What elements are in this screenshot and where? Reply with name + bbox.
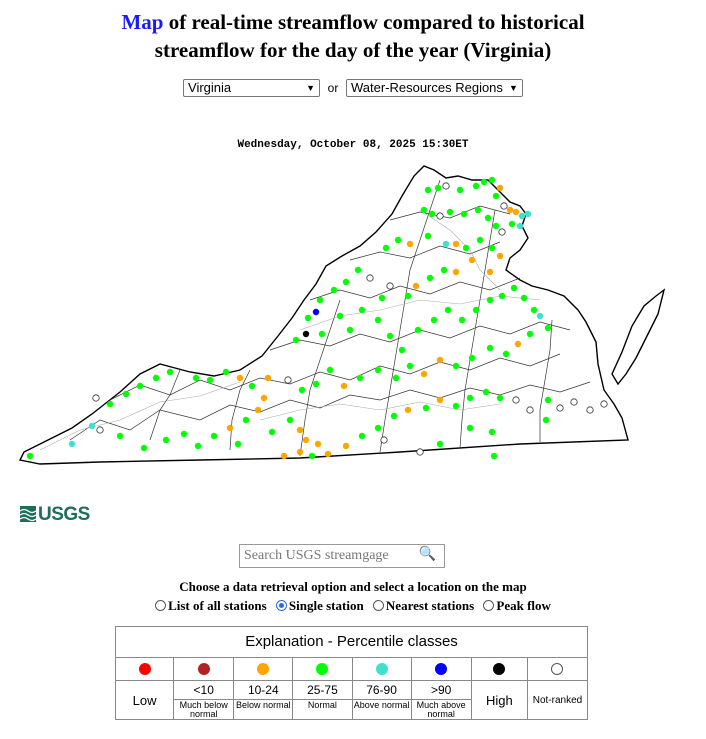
station-marker[interactable] [485, 215, 491, 221]
station-marker[interactable] [195, 443, 201, 449]
legend-dot [551, 663, 563, 675]
radio-button[interactable] [373, 600, 384, 611]
legend-sublabel: Much above normal [416, 700, 466, 719]
station-marker[interactable] [315, 441, 321, 447]
legend-class-above [353, 658, 412, 720]
station-marker[interactable] [425, 187, 431, 193]
station-marker[interactable] [313, 309, 319, 315]
station-marker[interactable] [27, 453, 33, 459]
station-marker[interactable] [343, 443, 349, 449]
station-marker[interactable] [513, 209, 519, 215]
station-marker[interactable] [443, 183, 449, 189]
station-marker[interactable] [489, 245, 495, 251]
station-marker[interactable] [309, 453, 315, 459]
station-marker[interactable] [487, 297, 493, 303]
station-marker[interactable] [375, 367, 381, 373]
station-marker[interactable] [367, 275, 373, 281]
station-marker[interactable] [347, 327, 353, 333]
legend-dot [493, 663, 505, 675]
streamflow-map[interactable] [0, 150, 706, 470]
region-select-value: Water-Resources Regions [350, 80, 503, 95]
station-marker[interactable] [293, 337, 299, 343]
legend-heading: Explanation - Percentile classes [116, 627, 587, 658]
station-marker[interactable] [337, 313, 343, 319]
timestamp: Wednesday, October 08, 2025 15:30ET [237, 139, 469, 151]
station-marker[interactable] [481, 179, 487, 185]
station-marker[interactable] [587, 407, 593, 413]
station-marker[interactable] [493, 193, 499, 199]
station-marker[interactable] [427, 275, 433, 281]
station-markers[interactable] [27, 177, 607, 459]
station-marker[interactable] [417, 449, 423, 455]
legend-label: 76-90 [353, 681, 411, 700]
station-marker[interactable] [341, 383, 347, 389]
station-marker[interactable] [421, 207, 427, 213]
station-marker[interactable] [255, 407, 261, 413]
station-marker[interactable] [375, 317, 381, 323]
usgs-logo[interactable] [20, 504, 90, 526]
station-marker[interactable] [477, 237, 483, 243]
radio-button[interactable] [483, 600, 494, 611]
station-marker[interactable] [545, 397, 551, 403]
station-marker[interactable] [413, 283, 419, 289]
station-marker[interactable] [249, 383, 255, 389]
choose-instruction: Choose a data retrieval option and select a location on the map [179, 579, 527, 594]
station-marker[interactable] [193, 375, 199, 381]
radio-label: Single station [288, 598, 364, 613]
station-marker[interactable] [107, 401, 113, 407]
station-marker[interactable] [237, 375, 243, 381]
station-marker[interactable] [299, 387, 305, 393]
station-marker[interactable] [405, 407, 411, 413]
station-marker[interactable] [207, 377, 213, 383]
station-marker[interactable] [381, 437, 387, 443]
station-marker[interactable] [287, 417, 293, 423]
station-marker[interactable] [519, 213, 525, 219]
station-marker[interactable] [435, 185, 441, 191]
region-select[interactable] [346, 79, 523, 97]
radio-label: Nearest stations [385, 598, 475, 613]
station-marker[interactable] [313, 381, 319, 387]
station-marker[interactable] [243, 417, 249, 423]
station-marker[interactable] [375, 425, 381, 431]
station-marker[interactable] [297, 449, 303, 455]
station-marker[interactable] [167, 369, 173, 375]
station-marker[interactable] [487, 345, 493, 351]
legend-dot [376, 663, 388, 675]
search-placeholder: Search USGS streamgage [244, 548, 389, 563]
percentile-legend [115, 626, 588, 720]
legend-sublabel: Above normal [353, 700, 410, 710]
station-marker[interactable] [445, 307, 451, 313]
station-marker[interactable] [453, 269, 459, 275]
station-marker[interactable] [415, 327, 421, 333]
station-marker[interactable] [391, 413, 397, 419]
station-marker[interactable] [429, 211, 435, 217]
station-marker[interactable] [507, 207, 513, 213]
station-marker[interactable] [153, 375, 159, 381]
station-marker[interactable] [525, 211, 531, 217]
station-marker[interactable] [545, 325, 551, 331]
station-marker[interactable] [475, 207, 481, 213]
station-marker[interactable] [453, 403, 459, 409]
legend-label: >90 [412, 681, 471, 700]
station-marker[interactable] [181, 431, 187, 437]
legend-label: High [485, 693, 513, 708]
station-marker[interactable] [383, 245, 389, 251]
station-marker[interactable] [571, 399, 577, 405]
station-marker[interactable] [227, 425, 233, 431]
station-marker[interactable] [489, 177, 495, 183]
station-marker[interactable] [515, 341, 521, 347]
legend-sublabel: Normal [307, 700, 337, 710]
station-marker[interactable] [89, 423, 95, 429]
radio-peak-flow[interactable] [483, 598, 551, 614]
station-marker[interactable] [463, 245, 469, 251]
station-marker[interactable] [437, 397, 443, 403]
radio-label: Peak flow [496, 598, 551, 613]
usgs-logo-text: USGS [38, 504, 90, 525]
chevron-down-icon: ▼ [306, 83, 316, 93]
station-marker[interactable] [527, 331, 533, 337]
legend-dot [435, 663, 447, 675]
station-marker[interactable] [499, 293, 505, 299]
station-marker[interactable] [387, 333, 393, 339]
station-marker[interactable] [601, 401, 607, 407]
station-marker[interactable] [265, 375, 271, 381]
station-marker[interactable] [447, 209, 453, 215]
station-marker[interactable] [387, 283, 393, 289]
station-marker[interactable] [305, 315, 311, 321]
station-marker[interactable] [393, 375, 399, 381]
station-marker[interactable] [441, 267, 447, 273]
station-marker[interactable] [331, 287, 337, 293]
chevron-down-icon: ▼ [509, 83, 518, 93]
station-marker[interactable] [425, 233, 431, 239]
station-marker[interactable] [235, 441, 241, 447]
station-marker[interactable] [285, 377, 291, 383]
legend-class-normal [293, 658, 352, 720]
station-marker[interactable] [355, 267, 361, 273]
or-label: or [327, 81, 339, 95]
station-marker[interactable] [473, 183, 479, 189]
legend-label: <10 [174, 681, 233, 700]
legend-dot [257, 663, 269, 675]
station-marker[interactable] [269, 429, 275, 435]
station-marker[interactable] [281, 453, 287, 459]
station-marker[interactable] [319, 331, 325, 337]
station-marker[interactable] [509, 221, 515, 227]
map-link[interactable]: Map [121, 10, 164, 34]
station-marker[interactable] [69, 441, 75, 447]
station-marker[interactable] [497, 253, 503, 259]
selector-bar [0, 79, 706, 97]
station-marker[interactable] [93, 395, 99, 401]
legend-label: Low [132, 693, 157, 708]
station-marker[interactable] [437, 357, 443, 363]
station-marker[interactable] [407, 241, 413, 247]
station-marker[interactable] [437, 213, 443, 219]
search-input[interactable] [239, 544, 445, 568]
legend-dot [316, 663, 328, 675]
station-marker[interactable] [453, 241, 459, 247]
station-marker[interactable] [543, 417, 549, 423]
station-marker[interactable] [503, 351, 509, 357]
station-marker[interactable] [499, 229, 505, 235]
legend-class-much-above [412, 658, 472, 720]
station-marker[interactable] [493, 223, 499, 229]
radio-button[interactable] [155, 600, 166, 611]
station-marker[interactable] [457, 187, 463, 193]
station-marker[interactable] [211, 433, 217, 439]
station-marker[interactable] [461, 211, 467, 217]
station-marker[interactable] [97, 427, 103, 433]
station-marker[interactable] [557, 405, 563, 411]
station-marker[interactable] [223, 369, 229, 375]
legend-class-not-ranked [528, 658, 587, 720]
station-marker[interactable] [317, 297, 323, 303]
legend-class-below [234, 658, 293, 720]
station-marker[interactable] [297, 427, 303, 433]
station-marker[interactable] [537, 313, 543, 319]
radio-label: List of all stations [168, 598, 267, 613]
station-marker[interactable] [123, 391, 129, 397]
search-icon[interactable]: 🔍 [418, 547, 436, 562]
station-marker[interactable] [303, 331, 309, 337]
station-marker[interactable] [399, 347, 405, 353]
retrieval-options [0, 598, 706, 614]
radio-button[interactable] [276, 600, 287, 611]
legend-class-low [116, 658, 174, 720]
station-marker[interactable] [467, 395, 473, 401]
station-marker[interactable] [261, 395, 267, 401]
station-marker[interactable] [531, 307, 537, 313]
title-line1: of real-time streamflow compared to historical [163, 10, 585, 34]
station-marker[interactable] [489, 429, 495, 435]
station-marker[interactable] [395, 237, 401, 243]
station-marker[interactable] [453, 363, 459, 369]
legend-label: Not-ranked [532, 695, 583, 706]
station-marker[interactable] [325, 451, 331, 457]
legend-label: 10-24 [234, 681, 292, 700]
station-marker[interactable] [137, 383, 143, 389]
station-marker[interactable] [117, 433, 123, 439]
radio-list-all-stations[interactable] [155, 598, 267, 614]
station-marker[interactable] [163, 437, 169, 443]
station-marker[interactable] [407, 363, 413, 369]
station-marker[interactable] [511, 285, 517, 291]
station-marker[interactable] [357, 375, 363, 381]
station-marker[interactable] [501, 203, 507, 209]
station-marker[interactable] [141, 445, 147, 451]
station-marker[interactable] [359, 433, 365, 439]
legend-label: 25-75 [293, 681, 351, 700]
legend-class-high [472, 658, 528, 720]
page-title [0, 8, 706, 64]
station-marker[interactable] [469, 355, 475, 361]
legend-dot [198, 663, 210, 675]
station-marker[interactable] [423, 405, 429, 411]
state-select[interactable] [183, 79, 320, 97]
legend-sublabel: Much below normal [179, 700, 228, 719]
station-marker[interactable] [483, 389, 489, 395]
station-marker[interactable] [513, 397, 519, 403]
state-select-value: Virginia [188, 80, 232, 95]
station-marker[interactable] [469, 257, 475, 263]
radio-single-station[interactable] [276, 598, 364, 614]
station-marker[interactable] [431, 317, 437, 323]
station-marker[interactable] [473, 307, 479, 313]
station-marker[interactable] [405, 293, 411, 299]
station-marker[interactable] [521, 295, 527, 301]
title-line2: streamflow for the day of the year (Virginia) [154, 38, 552, 62]
station-marker[interactable] [517, 223, 523, 229]
station-marker[interactable] [487, 269, 493, 275]
station-marker[interactable] [497, 395, 503, 401]
station-marker[interactable] [379, 295, 385, 301]
station-marker[interactable] [491, 453, 497, 459]
station-marker[interactable] [467, 425, 473, 431]
station-marker[interactable] [527, 407, 533, 413]
station-marker[interactable] [303, 437, 309, 443]
station-marker[interactable] [437, 441, 443, 447]
station-marker[interactable] [359, 307, 365, 313]
station-marker[interactable] [343, 279, 349, 285]
station-marker[interactable] [327, 367, 333, 373]
station-marker[interactable] [421, 371, 427, 377]
station-marker[interactable] [443, 241, 449, 247]
legend-class-much-below [174, 658, 234, 720]
radio-nearest-stations[interactable] [373, 598, 474, 614]
usgs-wave-icon [20, 506, 36, 522]
station-marker[interactable] [497, 185, 503, 191]
legend-sublabel: Below normal [236, 700, 291, 710]
legend-dot [139, 663, 151, 675]
station-marker[interactable] [459, 317, 465, 323]
